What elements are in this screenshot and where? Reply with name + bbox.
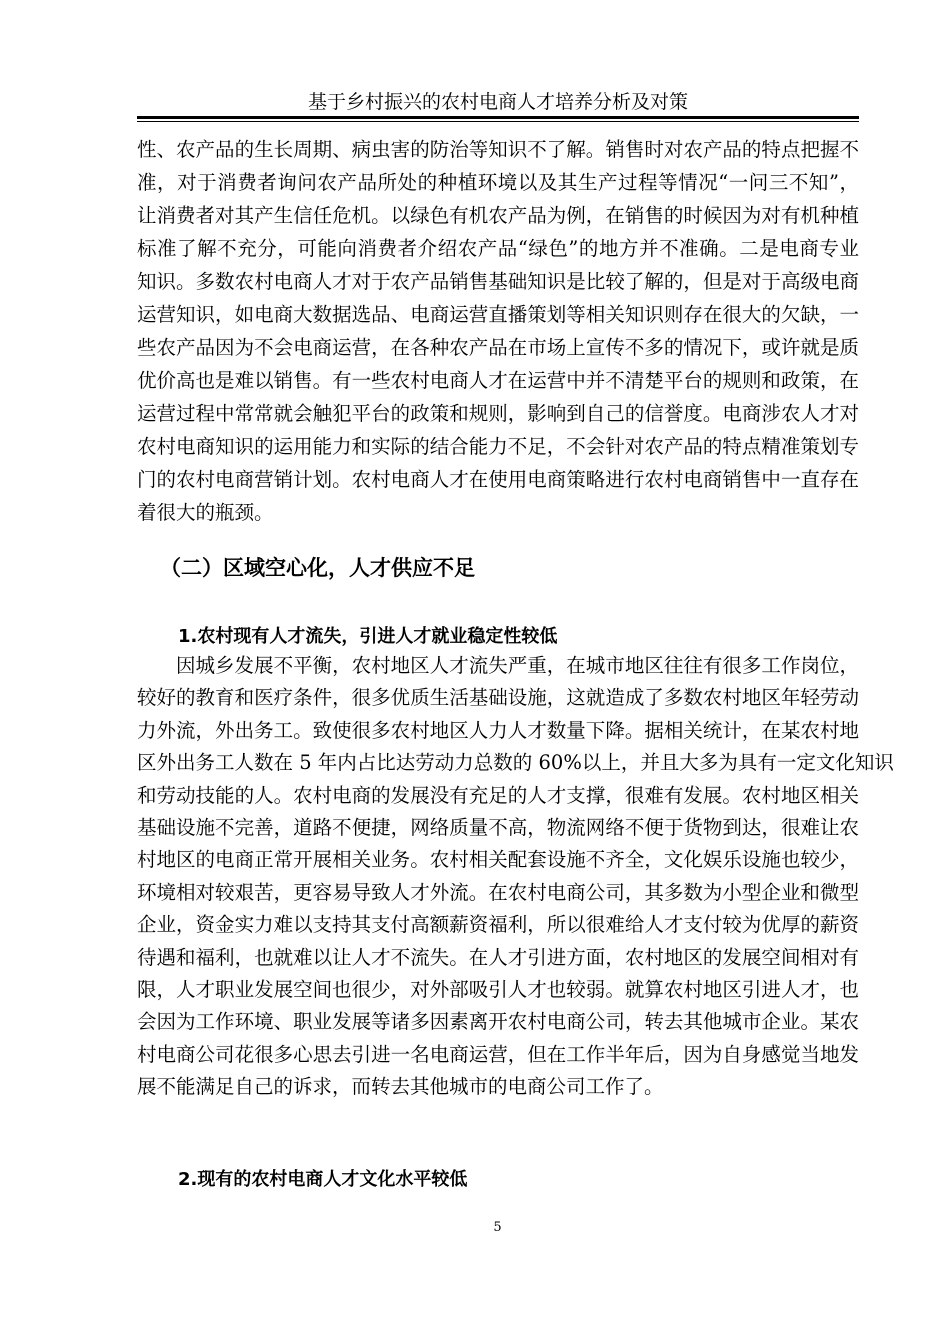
text-line: 展不能满足自己的诉求，而转去其他城市的电商公司工作了。 bbox=[137, 1075, 664, 1099]
text-line: 标准了解不充分，可能向消费者介绍农产品“绿色”的地方并不准确。二是电商专业 bbox=[137, 237, 859, 260]
header-rule-thin bbox=[137, 121, 859, 122]
text-line: 环境相对较艰苦，更容易导致人才外流。在农村电商公司，其多数为小型企业和微型 bbox=[137, 880, 859, 904]
text-line: 让消费者对其产生信任危机。以绿色有机农产品为例，在销售的时候因为对有机种植 bbox=[137, 204, 859, 227]
text-line: 知识。多数农村电商人才对于农产品销售基础知识是比较了解的，但是对于高级电商 bbox=[137, 270, 859, 293]
text-line: 性、农产品的生长周期、病虫害的防治等知识不了解。销售时对农产品的特点把握不 bbox=[137, 138, 859, 161]
text-line: 些农产品因为不会电商运营，在各种农产品在市场上宣传不多的情况下，或许就是质 bbox=[137, 336, 859, 359]
subheading-2: 2.现有的农村电商人才文化水平较低 bbox=[178, 1169, 468, 1190]
text-line: 门的农村电商营销计划。农村电商人才在使用电商策略进行农村电商销售中一直存在 bbox=[137, 468, 859, 491]
header-rule-thick bbox=[137, 116, 859, 119]
text-line: 着很大的瓶颈。 bbox=[137, 501, 274, 524]
text-line: 会因为工作环境、职业发展等诸多因素离开农村电商公司，转去其他城市企业。某农 bbox=[137, 1010, 859, 1034]
text-line: 基础设施不完善，道路不便捷，网络质量不高，物流网络不便于货物到达，很难让农 bbox=[137, 816, 859, 839]
text-line: 因城乡发展不平衡，农村地区人才流失严重，在城市地区往往有很多工作岗位， bbox=[176, 654, 859, 677]
text-line: 较好的教育和医疗条件，很多优质生活基础设施，这就造成了多数农村地区年轻劳动 bbox=[137, 686, 859, 710]
text-line: 待遇和福利，也就难以让人才不流失。在人才引进方面，农村地区的发展空间相对有 bbox=[137, 945, 859, 969]
text-line: 企业，资金实力难以支持其支付高额薪资福利，所以很难给人才支付较为优厚的薪资 bbox=[137, 913, 859, 937]
page-number: 5 bbox=[493, 1220, 502, 1235]
text-line: 和劳动技能的人。农村电商的发展没有充足的人才支撑，很难有发展。农村地区相关 bbox=[137, 783, 859, 807]
text-line: 村电商公司花很多心思去引进一名电商运营，但在工作半年后，因为自身感觉当地发 bbox=[137, 1042, 859, 1066]
text-line: 限，人才职业发展空间也很少，对外部吸引人才也较弱。就算农村地区引进人才，也 bbox=[137, 978, 859, 1001]
text-line: 运营过程中常常就会触犯平台的政策和规则，影响到自己的信誉度。电商涉农人才对 bbox=[137, 402, 859, 425]
text-line: 准，对于消费者询问农产品所处的种植环境以及其生产过程等情况“一问三不知”， bbox=[137, 171, 859, 194]
text-line: 运营知识，如电商大数据选品、电商运营直播策划等相关知识则存在很大的欠缺，一 bbox=[137, 303, 859, 326]
text-line: 区外出务工人数在 5 年内占比达劳动力总数的 60%以上，并且大多为具有一定文化知识 bbox=[137, 751, 894, 775]
text-line: 村地区的电商正常开展相关业务。农村相关配套设施不齐全，文化娱乐设施也较少， bbox=[137, 848, 859, 872]
section-heading: （二）区域空心化，人才供应不足 bbox=[160, 556, 475, 580]
text-line: 农村电商知识的运用能力和实际的结合能力不足，不会针对农产品的特点精准策划专 bbox=[137, 435, 859, 458]
text-line: 优价高也是难以销售。有一些农村电商人才在运营中并不清楚平台的规则和政策，在 bbox=[137, 369, 859, 392]
running-header: 基于乡村振兴的农村电商人才培养分析及对策 bbox=[307, 91, 688, 113]
subheading-1: 1.农村现有人才流失，引进人才就业稳定性较低 bbox=[178, 626, 558, 647]
text-line: 力外流，外出务工。致使很多农村地区人力人才数量下降。据相关统计，在某农村地 bbox=[137, 718, 859, 742]
